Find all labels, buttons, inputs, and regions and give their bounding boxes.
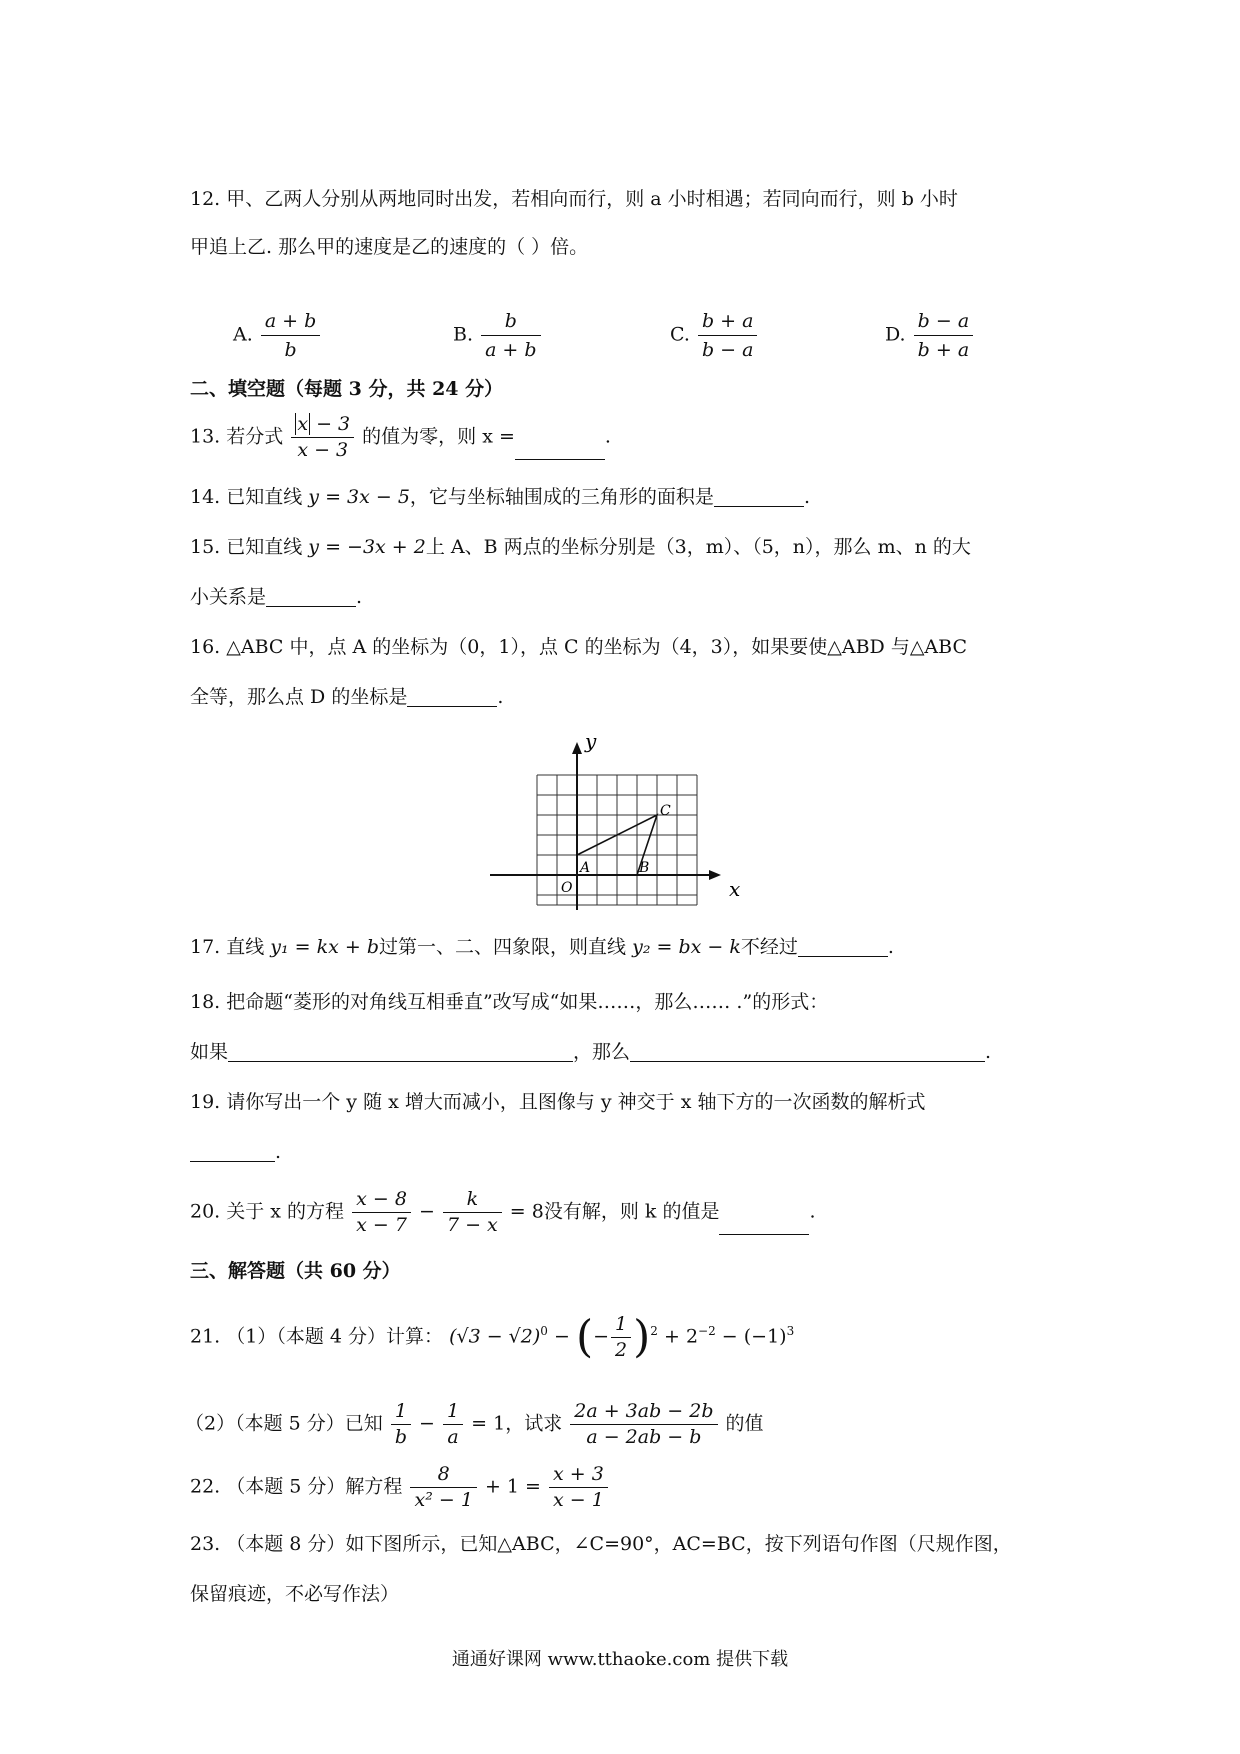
q18-blank-then[interactable] (630, 1043, 985, 1062)
q16-blank[interactable] (407, 688, 497, 707)
section2-heading: 二、填空题（每题 3 分，共 24 分） (190, 378, 504, 400)
q14-blank[interactable] (714, 488, 804, 507)
q15-line2: 小关系是 . (190, 586, 363, 608)
option-b: B. $\frac{b}{a + b}$ (453, 310, 543, 361)
a-label: A (580, 860, 591, 876)
q21-part2: （2）（本题 5 分）已知 $\frac{1}{b}$ − $\frac{1}{a}$ = 1，试求 $\frac{2a + 3ab - 2b}{a - 2ab - b}$ 的值 (185, 1400, 764, 1448)
q18-blank-if[interactable] (228, 1043, 573, 1062)
y-axis-arrow (572, 742, 582, 754)
q19-line2: . (190, 1143, 281, 1162)
q20-blank[interactable] (719, 1216, 809, 1235)
x-axis-arrow (709, 870, 721, 880)
b-label: B (639, 860, 650, 876)
coordinate-grid-figure (485, 720, 745, 915)
q18-line1: 18. 把命题“菱形的对角线互相垂直”改写成“如果……，那么…… .”的形式： (190, 991, 829, 1013)
q19-line1: 19. 请你写出一个 y 随 x 增大而减小，且图像与 y 神交于 x 轴下方的一次函数的解析式 (190, 1091, 926, 1113)
q17-blank[interactable] (798, 938, 888, 957)
option-d: D. $\frac{b - a}{b + a}$ (885, 310, 975, 361)
q15: 15. 已知直线 y = −3x + 2上 A、B 两点的坐标分别是（3，m）、（5，n），那么 m、n 的大 (190, 536, 971, 558)
footer-credit: 通通好课网 www.tthaoke.com 提供下载 (451, 1649, 789, 1670)
q16-line2: 全等，那么点 D 的坐标是 . (190, 686, 504, 708)
option-c: C. $\frac{b + a}{b - a}$ (670, 310, 759, 361)
option-d-fraction: $\frac{b - a}{b + a}$ (914, 310, 974, 361)
option-b-fraction: $\frac{b}{a + b}$ (481, 310, 541, 361)
q16-line1: 16. △ABC 中，点 A 的坐标为（0，1），点 C 的坐标为（4，3），如果要使△ABD 与△ABC (190, 636, 968, 658)
option-a: A. $\frac{a + b}{b}$ (233, 310, 322, 361)
q22: 22. （本题 5 分）解方程 $\frac{8}{\text{x² − 1}}$ + 1 = $\frac{x + 3}{x - 1}$ (190, 1465, 610, 1510)
q13-blank[interactable] (515, 441, 605, 460)
y-label: y (585, 729, 597, 753)
option-a-fraction: $\frac{a + b}{b}$ (261, 310, 321, 361)
q20: 20. 关于 x 的方程 $\frac{x - 8}{x - 7}$ − $\frac{k}{7 - x}$ = 8没有解，则 k 的值是 . (190, 1188, 816, 1236)
c-label: C (660, 803, 671, 819)
q12-line1: 12. 甲、乙两人分别从两地同时出发，若相向而行，则 a 小时相遇；若同向而行，则 b 小时 (190, 188, 958, 210)
q19-blank[interactable] (190, 1143, 275, 1162)
q17: 17. 直线 y₁ = kx + b过第一、二、四象限，则直线 y₂ = bx − k不经过 . (190, 936, 894, 958)
q18-line2: 如果 ，那么 . (190, 1041, 992, 1063)
q13: 13. 若分式 $\frac{x - 3}{x - 3}$ 的值为零，则 x = . (190, 413, 611, 461)
q23-line2: 保留痕迹，不必写作法） (190, 1583, 400, 1605)
q12-line2: 甲追上乙. 那么甲的速度是乙的速度的（ ）倍。 (190, 236, 589, 258)
option-c-fraction: $\frac{b + a}{b - a}$ (698, 310, 758, 361)
x-label: x (729, 877, 741, 901)
q21-part1: 21. （1）（本题 4 分）计算： $(√3 - √2)^0$ − (− $\frac{1}{2}$ )$^2 + 2^{-2} - (-1)^3$ (190, 1311, 795, 1363)
section3-heading: 三、解答题（共 60 分） (190, 1260, 401, 1282)
q15-blank[interactable] (266, 588, 356, 607)
o-label: O (561, 880, 573, 896)
q14: 14. 已知直线 y = 3x − 5，它与坐标轴围成的三角形的面积是 . (190, 486, 810, 508)
q23-line1: 23. （本题 8 分）如下图所示，已知△ABC，∠C=90°，AC=BC，按下列语句作图（尺规作图， (190, 1533, 1012, 1555)
